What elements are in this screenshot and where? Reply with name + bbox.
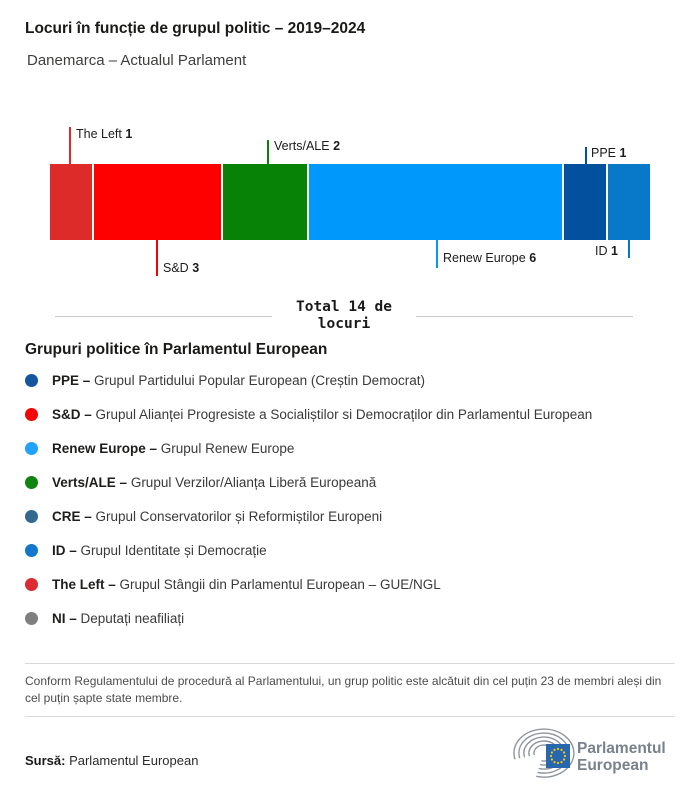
total-seats-label: Total 14 de locuri [295,299,393,332]
divider-line-left [55,316,272,317]
legend-abbr: PPE – [52,373,91,388]
legend-item-sd [25,405,675,425]
source-value: Parlamentul European [65,753,199,768]
legend-color-dot [25,374,38,387]
legend-item-text [52,507,382,527]
legend-item-text [52,575,441,595]
logo-text-line2: European [577,757,649,774]
source-label: Sursă: [25,753,66,768]
legend-abbr: Renew Europe – [52,441,158,456]
legend-abbr: Verts/ALE – [52,475,128,490]
callout-label-id [595,244,618,258]
legend-abbr: S&D – [52,407,92,422]
callout-line-renew-europe [436,240,438,268]
source-line [25,753,198,768]
logo-text-line1: Parlamentul [577,740,666,757]
callout-label-the-left [76,127,132,141]
legend-abbr: ID – [52,543,77,558]
callout-name: Verts/ALE [274,139,330,153]
callout-line-ppe [585,147,587,165]
legend-desc: Grupul Verzilor/Alianța Liberă Europeană [130,475,377,490]
legend-item-text [52,473,376,493]
legend-item-text [52,609,184,629]
bar-segment-sd[interactable] [94,164,222,240]
legend-desc: Grupul Identitate și Democrație [80,543,267,558]
callout-seats: 1 [610,244,618,258]
legend-item-the-left [25,575,675,595]
legend-item-text [52,371,425,391]
callout-seats: 1 [125,127,133,141]
legend-color-dot [25,578,38,591]
bar-segment-the-left[interactable] [50,164,94,240]
legend-item-renew-europe [25,439,675,459]
footnote-divider-bottom [25,716,675,717]
legend-item-text [52,541,267,561]
callout-line-verts-ale [267,140,269,165]
legend-item-text [52,405,592,425]
legend-item-ni [25,609,675,629]
bar-segment-verts-ale[interactable] [223,164,309,240]
callout-line-id [628,240,630,258]
page-title: Locuri în funcție de grupul politic – 2019–2024 [25,20,366,37]
legend-item-ppe [25,371,675,391]
legend-item-verts-ale [25,473,675,493]
legend-item-text [52,439,294,459]
callout-name: ID [595,244,608,258]
legend-heading: Grupuri politice în Parlamentul European [25,341,328,358]
legend-item-id [25,541,675,561]
total-seats-divider [55,299,633,333]
divider-line-right [416,316,633,317]
callout-seats: 6 [529,251,537,265]
legend-color-dot [25,612,38,625]
callout-label-sd [163,261,199,275]
callout-seats: 3 [192,261,200,275]
legend-color-dot [25,442,38,455]
legend-desc: Grupul Conservatorilor și Reformiștilor Europeni [95,509,383,524]
callout-label-renew-europe [443,251,536,265]
seat-bar [50,164,650,240]
bar-segment-renew-europe[interactable] [309,164,564,240]
legend-item-cre [25,507,675,527]
legend-desc: Grupul Partidului Popular European (Creștin Democrat) [94,373,425,388]
legend-abbr: CRE – [52,509,92,524]
legend-desc: Grupul Alianței Progresiste a Socialiștilor si Democraților din Parlamentul European [95,407,593,422]
callout-name: PPE [591,146,617,160]
page-subtitle: Danemarca – Actualul Parlament [27,52,247,69]
callout-name: The Left [76,127,122,141]
legend-color-dot [25,408,38,421]
footnote-text: Conform Regulamentului de procedură al Parlamentului, un grup politic este alcătuit din cel puțin 23 de membri aleși din cel puțin șapte state membre. [25,674,662,705]
bar-segment-id[interactable] [608,164,650,240]
callout-label-ppe [591,146,626,160]
eu-flag [546,744,570,768]
callout-seats: 1 [619,146,627,160]
callout-name: Renew Europe [443,251,526,265]
legend-desc: Grupul Stângii din Parlamentul European – GUE/NGL [119,577,441,592]
callout-label-verts-ale [274,139,340,153]
legend-abbr: NI – [52,611,77,626]
legend-desc: Deputați neafiliați [80,611,185,626]
legend-color-dot [25,476,38,489]
legend-color-dot [25,510,38,523]
ep-hemicycle-icon [510,724,684,782]
callout-name: S&D [163,261,189,275]
legend-color-dot [25,544,38,557]
footnote-divider-top [25,663,675,664]
european-parliament-logo [510,724,684,786]
bar-segment-ppe[interactable] [564,164,608,240]
legend-abbr: The Left – [52,577,116,592]
legend-list [25,371,675,629]
legend-desc: Grupul Renew Europe [160,441,295,456]
callout-line-the-left [69,127,71,165]
callout-seats: 2 [333,139,341,153]
callout-line-sd [156,240,158,276]
